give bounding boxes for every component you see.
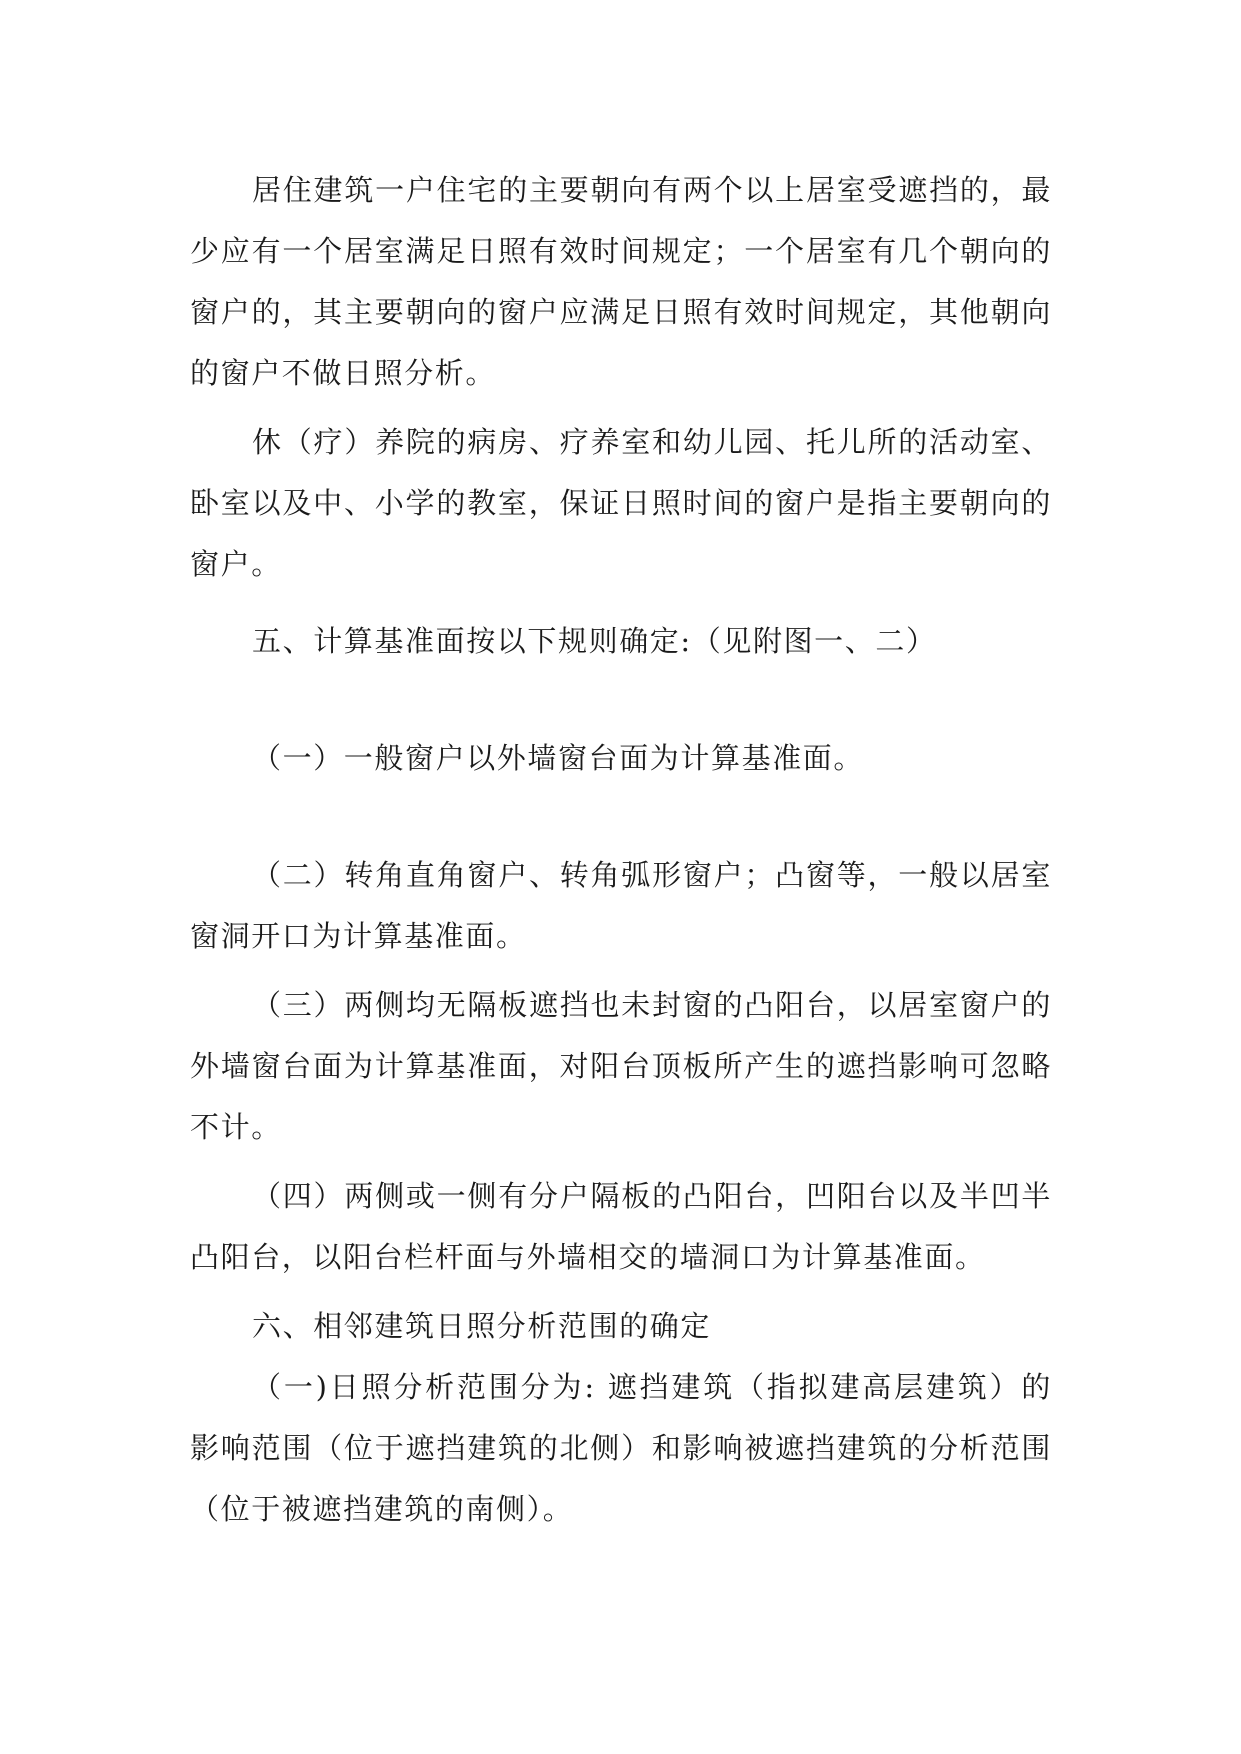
section-heading-six: 六、相邻建筑日照分析范围的确定: [252, 1309, 712, 1343]
paragraph-six-item-1: （一)日照分析范围分为: 遮挡建筑（指拟建高层建筑）的影响范围（位于遮挡建筑的北侧）和影响被遮挡建筑的分析范围（位于被遮挡建筑的南侧）。: [190, 1370, 1052, 1526]
paragraph-sanatorium-kindergarten-rule: 休（疗）养院的病房、疗养室和幼儿园、托儿所的活动室、卧室以及中、小学的教室，保证日照时间的窗户是指主要朝向的窗户。: [190, 425, 1052, 581]
document-page: [190, 160, 1052, 1540]
paragraph-residential-sunlight-rule: 居住建筑一户住宅的主要朝向有两个以上居室受遮挡的，最少应有一个居室满足日照有效时间规定；一个居室有几个朝向的窗户的，其主要朝向的窗户应满足日照有效时间规定，其他朝向的窗户不做日照分析。: [190, 173, 1052, 390]
paragraph-item-1: （一）一般窗户以外墙窗台面为计算基准面。: [252, 741, 865, 775]
section-heading-five: 五、计算基准面按以下规则确定:（见附图一、二）: [252, 624, 937, 658]
paragraph-item-2: （二）转角直角窗户、转角弧形窗户；凸窗等，一般以居室窗洞开口为计算基准面。: [190, 858, 1052, 953]
paragraph-item-4: （四）两侧或一侧有分户隔板的凸阳台，凹阳台以及半凹半凸阳台，以阳台栏杆面与外墙相交的墙洞口为计算基准面。: [190, 1179, 1052, 1274]
paragraph-item-3: （三）两侧均无隔板遮挡也未封窗的凸阳台，以居室窗户的外墙窗台面为计算基准面，对阳台顶板所产生的遮挡影响可忽略不计。: [190, 988, 1052, 1144]
